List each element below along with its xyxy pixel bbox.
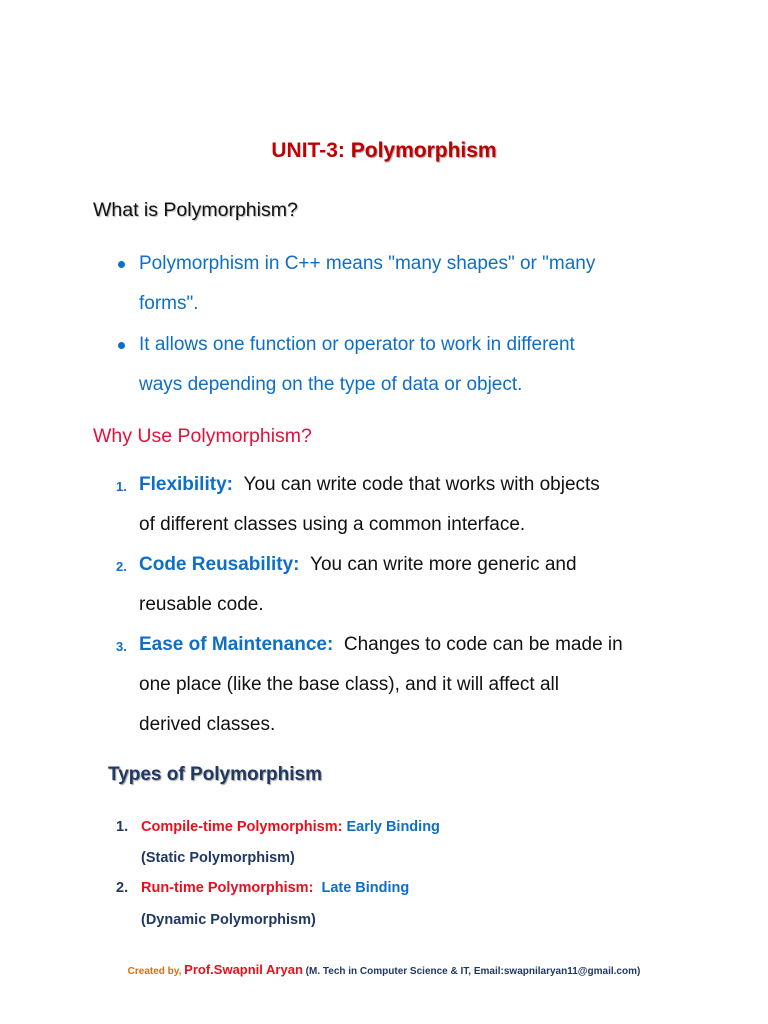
footer-credentials: (M. Tech in Computer Science & IT, Email:swapnilaryan11@gmail.com) — [305, 966, 641, 977]
bullet-2-line-1: It allows one function or operator to work in different — [139, 334, 575, 355]
bullet-dot-icon — [118, 261, 125, 268]
type-2-number: 2. — [116, 880, 129, 896]
type-2-line — [141, 880, 409, 896]
reason-3-line-2: one place (like the base class), and it will affect all — [139, 674, 559, 695]
page-title — [0, 139, 768, 163]
reason-3-line-3: derived classes. — [139, 714, 276, 735]
type-1-number: 1. — [116, 819, 129, 835]
type-1-line — [141, 819, 440, 835]
reason-2-number: 2. — [116, 559, 127, 574]
unit-label: UNIT-3: — [271, 139, 351, 162]
footer-author: Prof.Swapnil Aryan — [184, 962, 303, 977]
reason-1-term: Flexibility: — [139, 474, 233, 495]
footer-created-by: Created by, — [127, 966, 182, 977]
type-1-alias: (Static Polymorphism) — [141, 850, 295, 866]
type-2-name: Run-time Polymorphism: — [141, 880, 314, 896]
reason-1-number: 1. — [116, 479, 127, 494]
reason-2-line-1 — [139, 554, 577, 576]
reason-2-text: You can write more generic and — [310, 554, 577, 575]
topic-title: Polymorphism — [350, 139, 497, 162]
bullet-1-line-1: Polymorphism in C++ means "many shapes" or "many — [139, 253, 596, 274]
footer — [0, 962, 768, 977]
type-1-binding: Early Binding — [346, 819, 440, 835]
reason-1-line-2: of different classes using a common interface. — [139, 514, 526, 535]
reason-3-number: 3. — [116, 639, 127, 654]
reason-3-term: Ease of Maintenance: — [139, 634, 334, 655]
type-2-binding: Late Binding — [321, 880, 410, 896]
reason-2-line-2: reusable code. — [139, 594, 264, 615]
bullet-1-line-2: forms". — [139, 293, 199, 314]
bullet-2-line-2: ways depending on the type of data or object. — [139, 374, 523, 395]
bullet-dot-icon — [118, 342, 125, 349]
reason-1-line-1 — [139, 474, 600, 496]
types-heading: Types of Polymorphism — [108, 764, 322, 785]
type-2-alias: (Dynamic Polymorphism) — [141, 912, 316, 928]
reason-3-line-1 — [139, 634, 623, 656]
reason-1-text: You can write code that works with objects — [243, 474, 600, 495]
reason-2-term: Code Reusability: — [139, 554, 300, 575]
reason-3-text: Changes to code can be made in — [343, 634, 623, 655]
type-1-name: Compile-time Polymorphism: — [141, 819, 343, 835]
why-heading: Why Use Polymorphism? — [93, 425, 312, 447]
what-is-heading: What is Polymorphism? — [93, 199, 298, 221]
